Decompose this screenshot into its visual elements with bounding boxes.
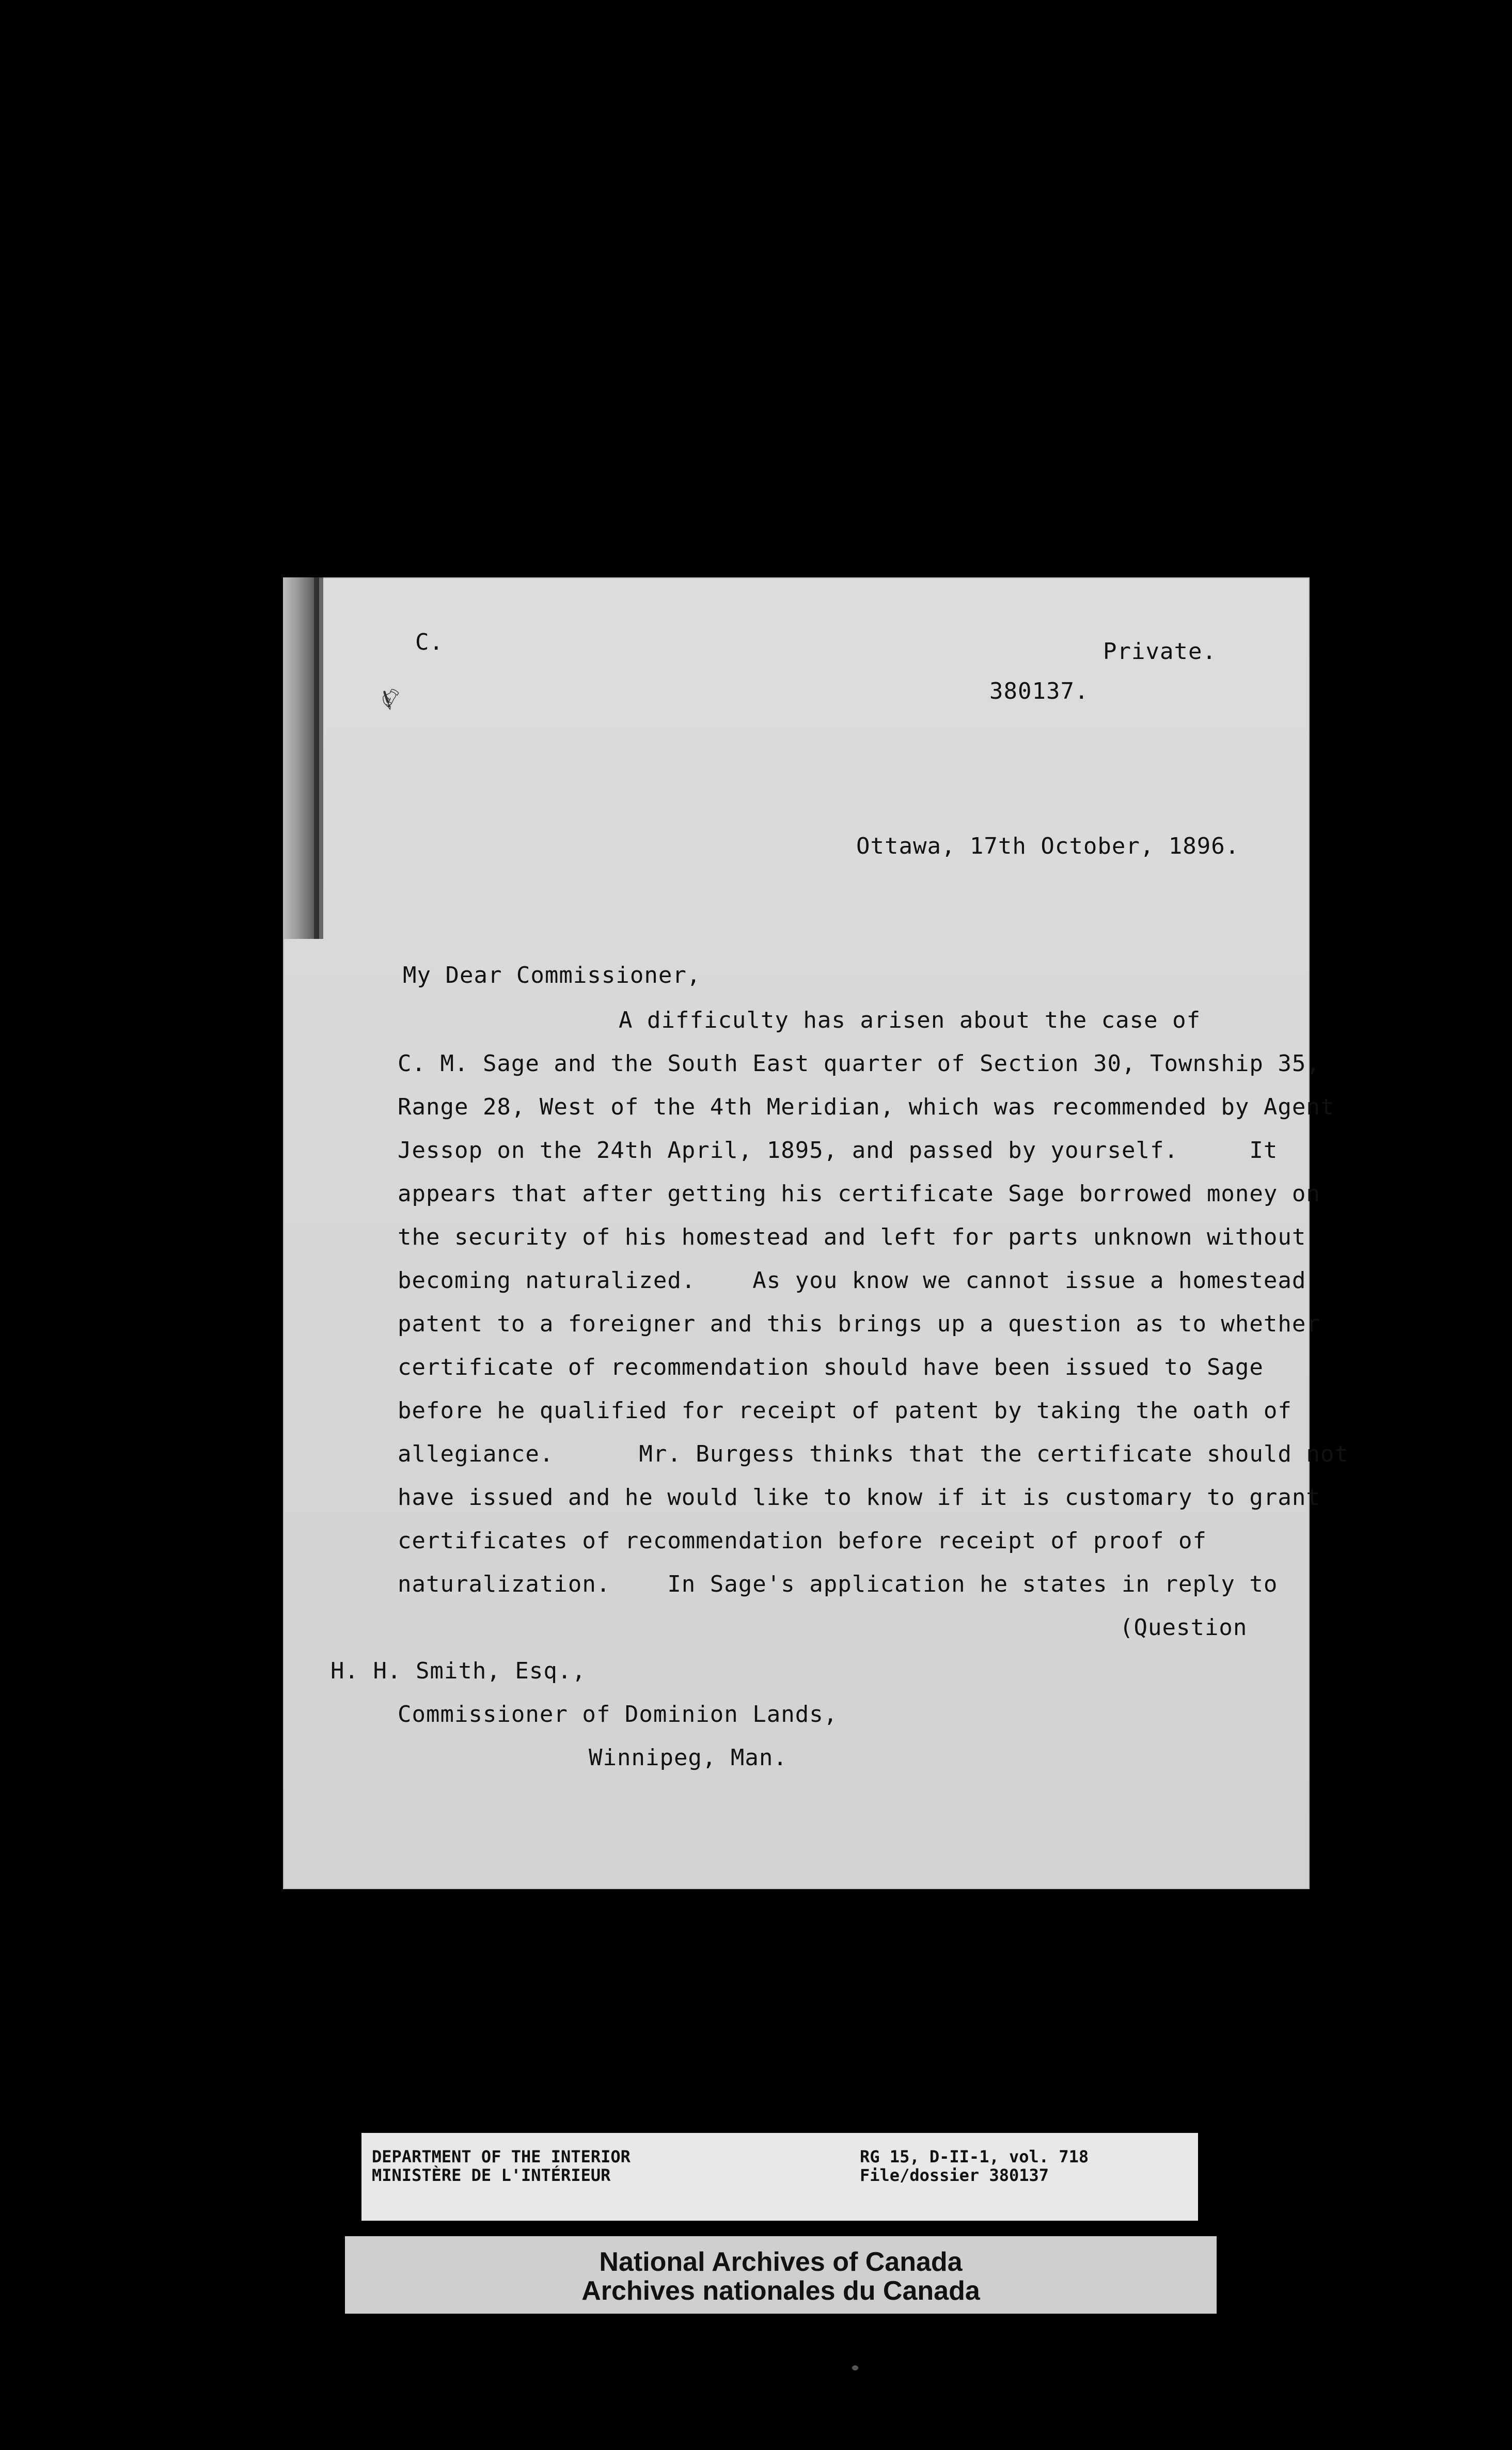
addressee-location: Winnipeg, Man.	[589, 1745, 788, 1771]
department-french: MINISTÈRE DE L'INTÉRIEUR	[372, 2165, 611, 2185]
letter-page	[283, 577, 1349, 1889]
body-line: Range 28, West of the 4th Meridian, which was recommended by Agent	[398, 1094, 1335, 1120]
record-group-reference: RG 15, D-II-1, vol. 718	[860, 2147, 1089, 2166]
body-line: Jessop on the 24th April, 1895, and passed by yourself. It	[398, 1137, 1278, 1164]
body-line: appears that after getting his certificate Sage borrowed money on	[398, 1181, 1320, 1207]
body-line: certificates of recommendation before receipt of proof of	[398, 1528, 1207, 1554]
file-number: 380137.	[989, 678, 1089, 704]
body-line: patent to a foreigner and this brings up a question as to whether	[398, 1311, 1320, 1337]
body-line: the security of his homestead and left for parts unknown without	[398, 1224, 1306, 1250]
file-code: C.	[415, 629, 444, 655]
film-speck	[852, 2365, 858, 2370]
addressee-title: Commissioner of Dominion Lands,	[398, 1701, 838, 1727]
body-line: C. M. Sage and the South East quarter of Section 30, Township 35,	[398, 1050, 1320, 1077]
continuation-note: (Question	[1120, 1614, 1248, 1641]
national-archives-banner	[345, 2236, 1217, 2314]
handwritten-mark-icon: ✍	[363, 677, 411, 717]
file-reference: File/dossier 380137	[860, 2165, 1049, 2185]
body-line: allegiance. Mr. Burgess thinks that the certificate should not	[398, 1441, 1349, 1467]
body-line: A difficulty has arisen about the case of	[619, 1007, 1201, 1033]
private-label: Private.	[1103, 638, 1217, 665]
paper-edge-shadow	[314, 577, 323, 939]
body-line: certificate of recommendation should have been issued to Sage	[398, 1354, 1264, 1380]
addressee-name: H. H. Smith, Esq.,	[330, 1658, 586, 1684]
body-line: before he qualified for receipt of patent by taking the oath of	[398, 1397, 1292, 1424]
salutation: My Dear Commissioner,	[403, 962, 701, 988]
body-line: naturalization. In Sage's application he states in reply to	[398, 1571, 1278, 1597]
body-line: have issued and he would like to know if it is customary to grant	[398, 1484, 1320, 1511]
department-english: DEPARTMENT OF THE INTERIOR	[372, 2147, 631, 2166]
date-line: Ottawa, 17th October, 1896.	[856, 833, 1240, 859]
archive-reference-label	[361, 2133, 1198, 2221]
archives-name-english: National Archives of Canada	[599, 2247, 963, 2277]
archives-name-french: Archives nationales du Canada	[581, 2276, 980, 2306]
body-line: becoming naturalized. As you know we cannot issue a homestead	[398, 1267, 1306, 1294]
